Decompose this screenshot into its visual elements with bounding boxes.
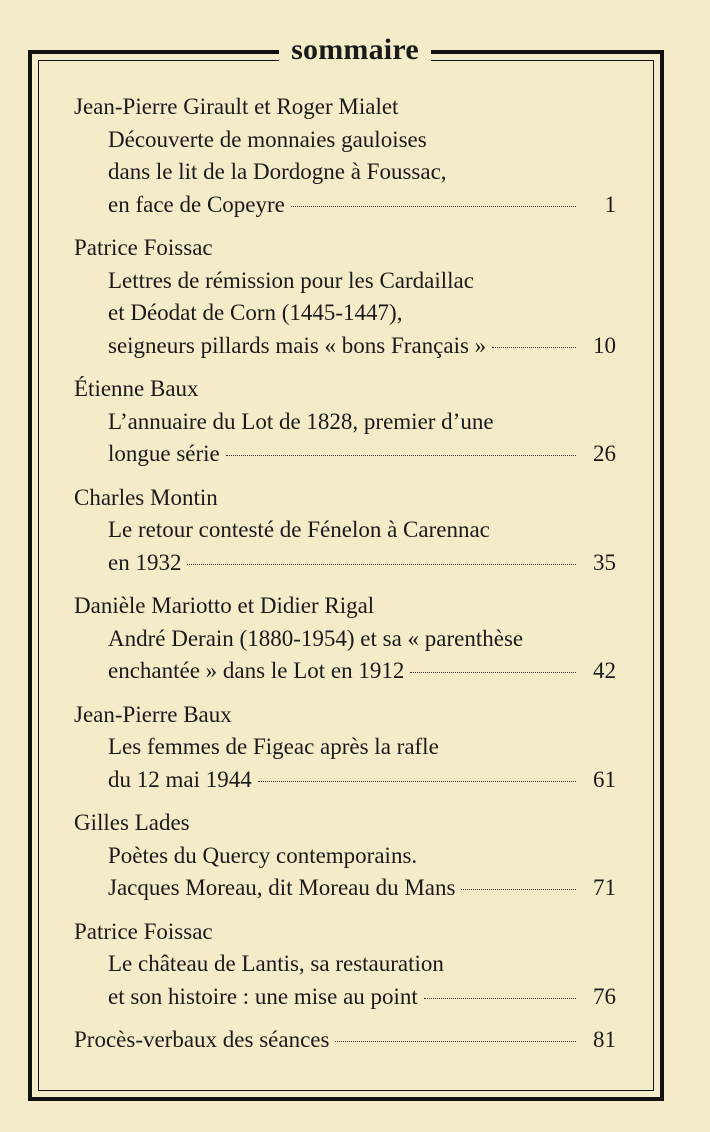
heading-banner: [0, 30, 710, 70]
entry-title-line: André Derain (1880-1954) et sa « parenthèse: [108, 625, 524, 651]
entry-title-last-line: [74, 330, 618, 363]
toc-entry: [74, 807, 618, 905]
entry-title-line: Lettres de rémission pour les Cardaillac: [108, 267, 474, 293]
toc-entry: [74, 91, 618, 221]
entry-title-last-line: [74, 655, 618, 688]
page-number: 1: [604, 191, 616, 217]
entry-title-last-line: [74, 981, 618, 1014]
entry-author: Patrice Foissac: [74, 235, 213, 260]
toc-entry: [74, 482, 618, 580]
entry-title-last-line: [74, 764, 618, 797]
entry-title-text: et son histoire : une mise au point: [108, 983, 418, 1009]
page-number: 71: [593, 875, 616, 900]
dot-leader: [461, 889, 576, 890]
dot-leader: [410, 672, 576, 673]
table-of-contents: [74, 91, 618, 1068]
toc-entry: [74, 699, 618, 797]
page-number: 35: [593, 549, 616, 575]
entry-title-line: dans le lit de la Dordogne à Foussac,: [108, 159, 447, 184]
entry-title-line: Les femmes de Figeac après la rafle: [108, 734, 439, 759]
entry-title-last-line: [74, 547, 618, 580]
toc-entry: [74, 232, 618, 362]
final-line: [74, 1024, 618, 1057]
page-number: 42: [593, 658, 616, 683]
entry-author: Étienne Baux: [74, 376, 199, 401]
page-number: 61: [593, 766, 616, 792]
toc-entry-final: [74, 1024, 618, 1057]
page-number: 76: [593, 983, 616, 1009]
toc-entry: [74, 590, 618, 688]
final-title: Procès-verbaux des séances: [74, 1027, 330, 1052]
entry-title-line: Le château de Lantis, sa restauration: [108, 951, 444, 976]
entry-title-last-line: [74, 438, 618, 471]
toc-entry: [74, 373, 618, 471]
dot-leader: [492, 347, 576, 348]
entry-title-text: enchantée » dans le Lot en 1912: [108, 658, 405, 683]
entry-title-line: Découverte de monnaies gauloises: [108, 126, 427, 152]
entry-title-text: seigneurs pillards mais « bons Français »: [108, 332, 487, 358]
entry-title-text: longue série: [108, 441, 220, 466]
entry-author: Charles Montin: [74, 484, 218, 510]
entry-author: Jean-Pierre Girault et Roger Mialet: [74, 94, 399, 119]
entry-title-text: du 12 mai 1944: [108, 766, 252, 792]
entry-title-last-line: [74, 872, 618, 905]
entry-title-last-line: [74, 189, 618, 222]
dot-leader: [291, 206, 576, 207]
entry-title-text: en 1932: [108, 549, 182, 575]
entry-title-line: Poètes du Quercy contemporains.: [108, 842, 418, 868]
dot-leader: [258, 781, 576, 782]
entry-title-line: Le retour contesté de Fénelon à Carennac: [108, 517, 490, 542]
entry-author: Danièle Mariotto et Didier Rigal: [74, 593, 375, 618]
toc-entry: [74, 916, 618, 1014]
entry-title-text: en face de Copeyre: [108, 191, 285, 217]
dot-leader: [226, 455, 576, 456]
dot-leader: [187, 564, 576, 565]
entry-author: Gilles Lades: [74, 810, 190, 835]
page-number: 10: [593, 332, 616, 358]
entry-title-line: L’annuaire du Lot de 1828, premier d’une: [108, 408, 494, 434]
page-number: 26: [593, 441, 616, 466]
dot-leader: [335, 1041, 576, 1042]
entry-author: Jean-Pierre Baux: [74, 701, 232, 727]
entry-title-text: Jacques Moreau, dit Moreau du Mans: [108, 875, 456, 900]
entry-title-line: et Déodat de Corn (1445-1447),: [108, 300, 403, 325]
entry-author: Patrice Foissac: [74, 918, 213, 944]
page-title: sommaire: [279, 30, 431, 70]
page-number: 81: [593, 1027, 616, 1052]
dot-leader: [424, 998, 576, 999]
